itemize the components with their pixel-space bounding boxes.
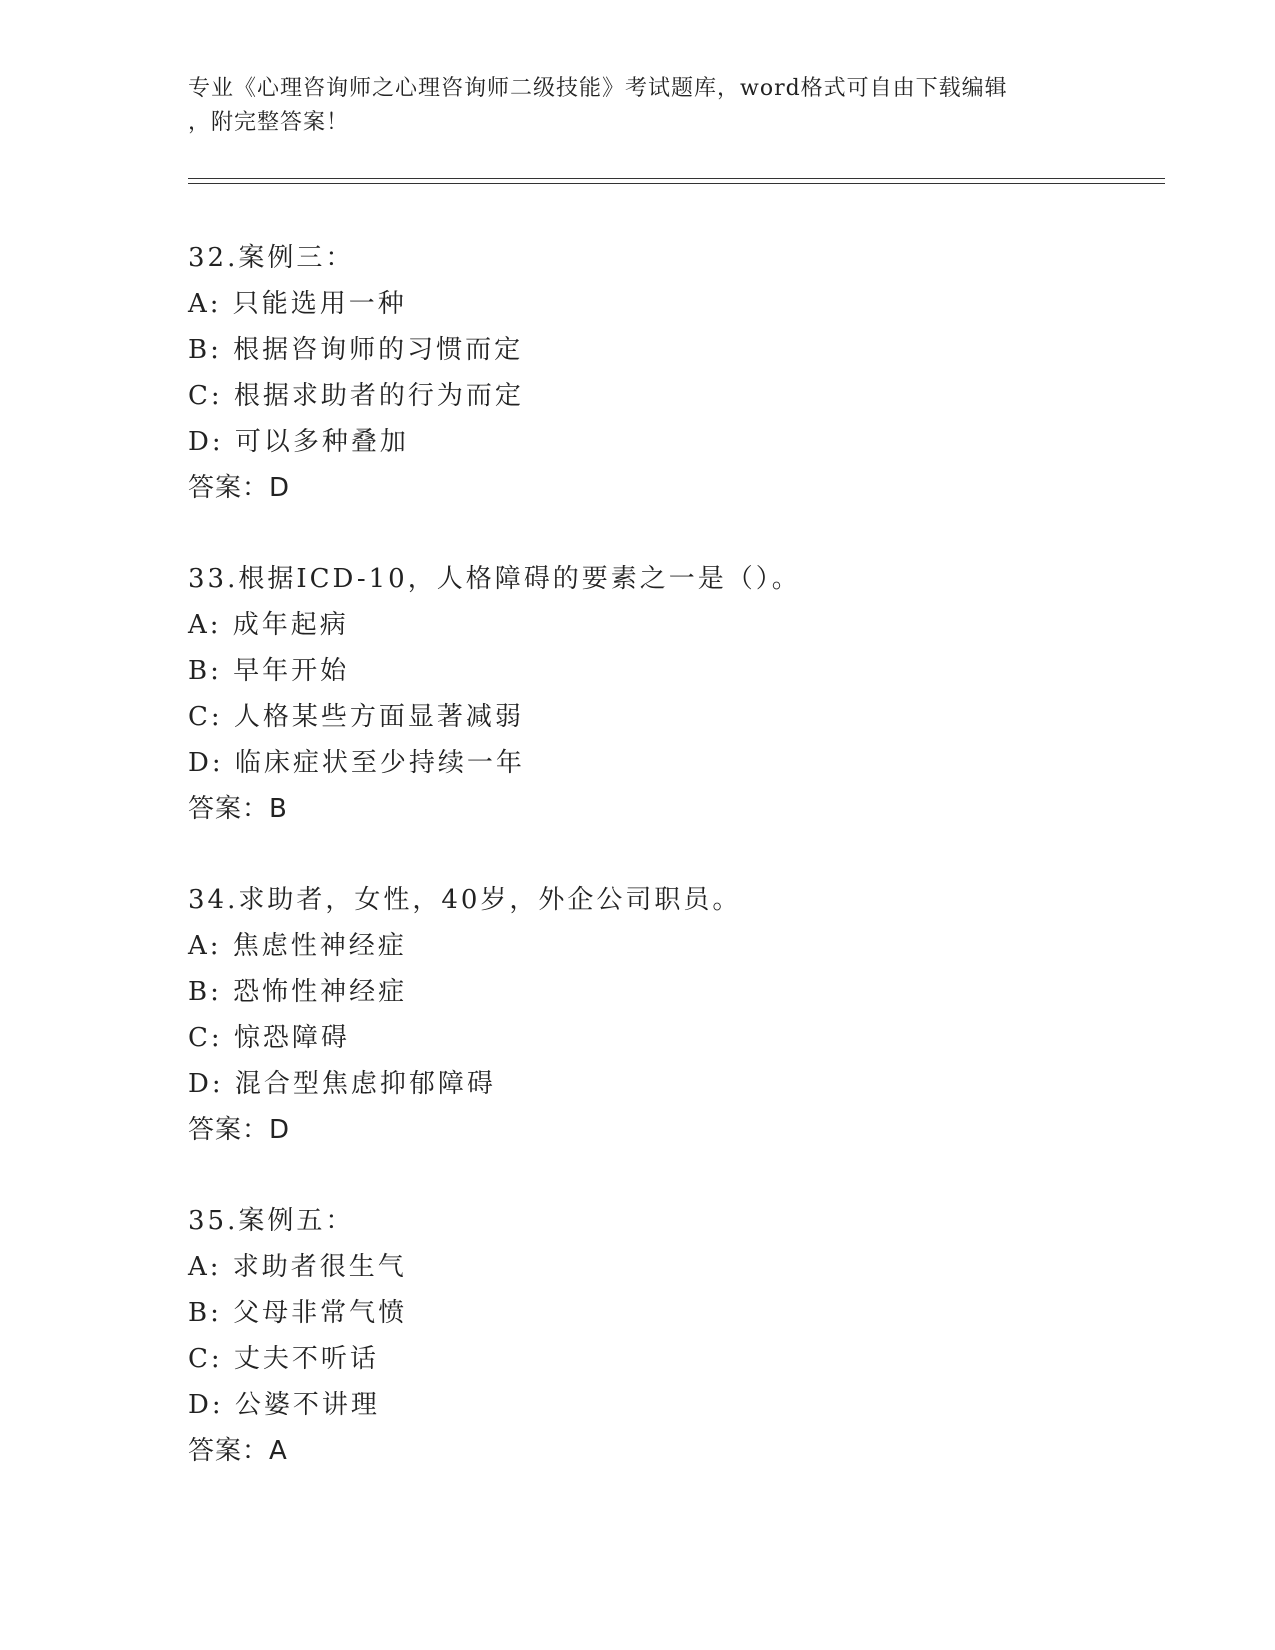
option-d: D: 临床症状至少持续一年: [188, 748, 525, 778]
option-c: C: 人格某些方面显著减弱: [188, 702, 524, 732]
option-d: D: 公婆不讲理: [188, 1390, 380, 1420]
option-c: C: 惊恐障碍: [188, 1023, 350, 1053]
question-list: [188, 235, 1148, 1519]
question-stem: 33.根据ICD-10，人格障碍的要素之一是（）。: [188, 564, 801, 594]
question-stem: 32.案例三：: [188, 243, 355, 273]
question-stem: 34.求助者，女性，40岁，外企公司职员。: [188, 885, 742, 915]
question-33: [188, 556, 1148, 877]
option-a: A: 求助者很生气: [188, 1252, 407, 1282]
answer-line: 答案：D: [188, 1115, 291, 1145]
option-c: C: 丈夫不听话: [188, 1344, 379, 1374]
question-34: [188, 877, 1148, 1198]
question-32: [188, 235, 1148, 556]
question-35: [188, 1198, 1148, 1519]
option-a: A: 焦虑性神经症: [188, 931, 407, 961]
option-b: B: 根据咨询师的习惯而定: [188, 335, 524, 365]
option-b: B: 父母非常气愤: [188, 1298, 408, 1328]
header-rule-top: [188, 178, 1165, 179]
answer-line: 答案：D: [188, 473, 291, 503]
option-d: D: 混合型焦虑抑郁障碍: [188, 1069, 496, 1099]
option-d: D: 可以多种叠加: [188, 427, 409, 457]
option-a: A: 只能选用一种: [188, 289, 407, 319]
header-rule-bottom: [188, 183, 1165, 184]
answer-line: 答案：A: [188, 1436, 288, 1466]
header-line-1: 专业《心理咨询师之心理咨询师二级技能》考试题库，word格式可自由下载编辑: [188, 76, 1008, 101]
document-header: [188, 72, 1088, 140]
option-c: C: 根据求助者的行为而定: [188, 381, 524, 411]
option-b: B: 早年开始: [188, 656, 350, 686]
header-line-2: ，附完整答案！: [188, 110, 350, 135]
option-a: A: 成年起病: [188, 610, 349, 640]
option-b: B: 恐怖性神经症: [188, 977, 408, 1007]
answer-line: 答案：B: [188, 794, 288, 824]
question-stem: 35.案例五：: [188, 1206, 355, 1236]
